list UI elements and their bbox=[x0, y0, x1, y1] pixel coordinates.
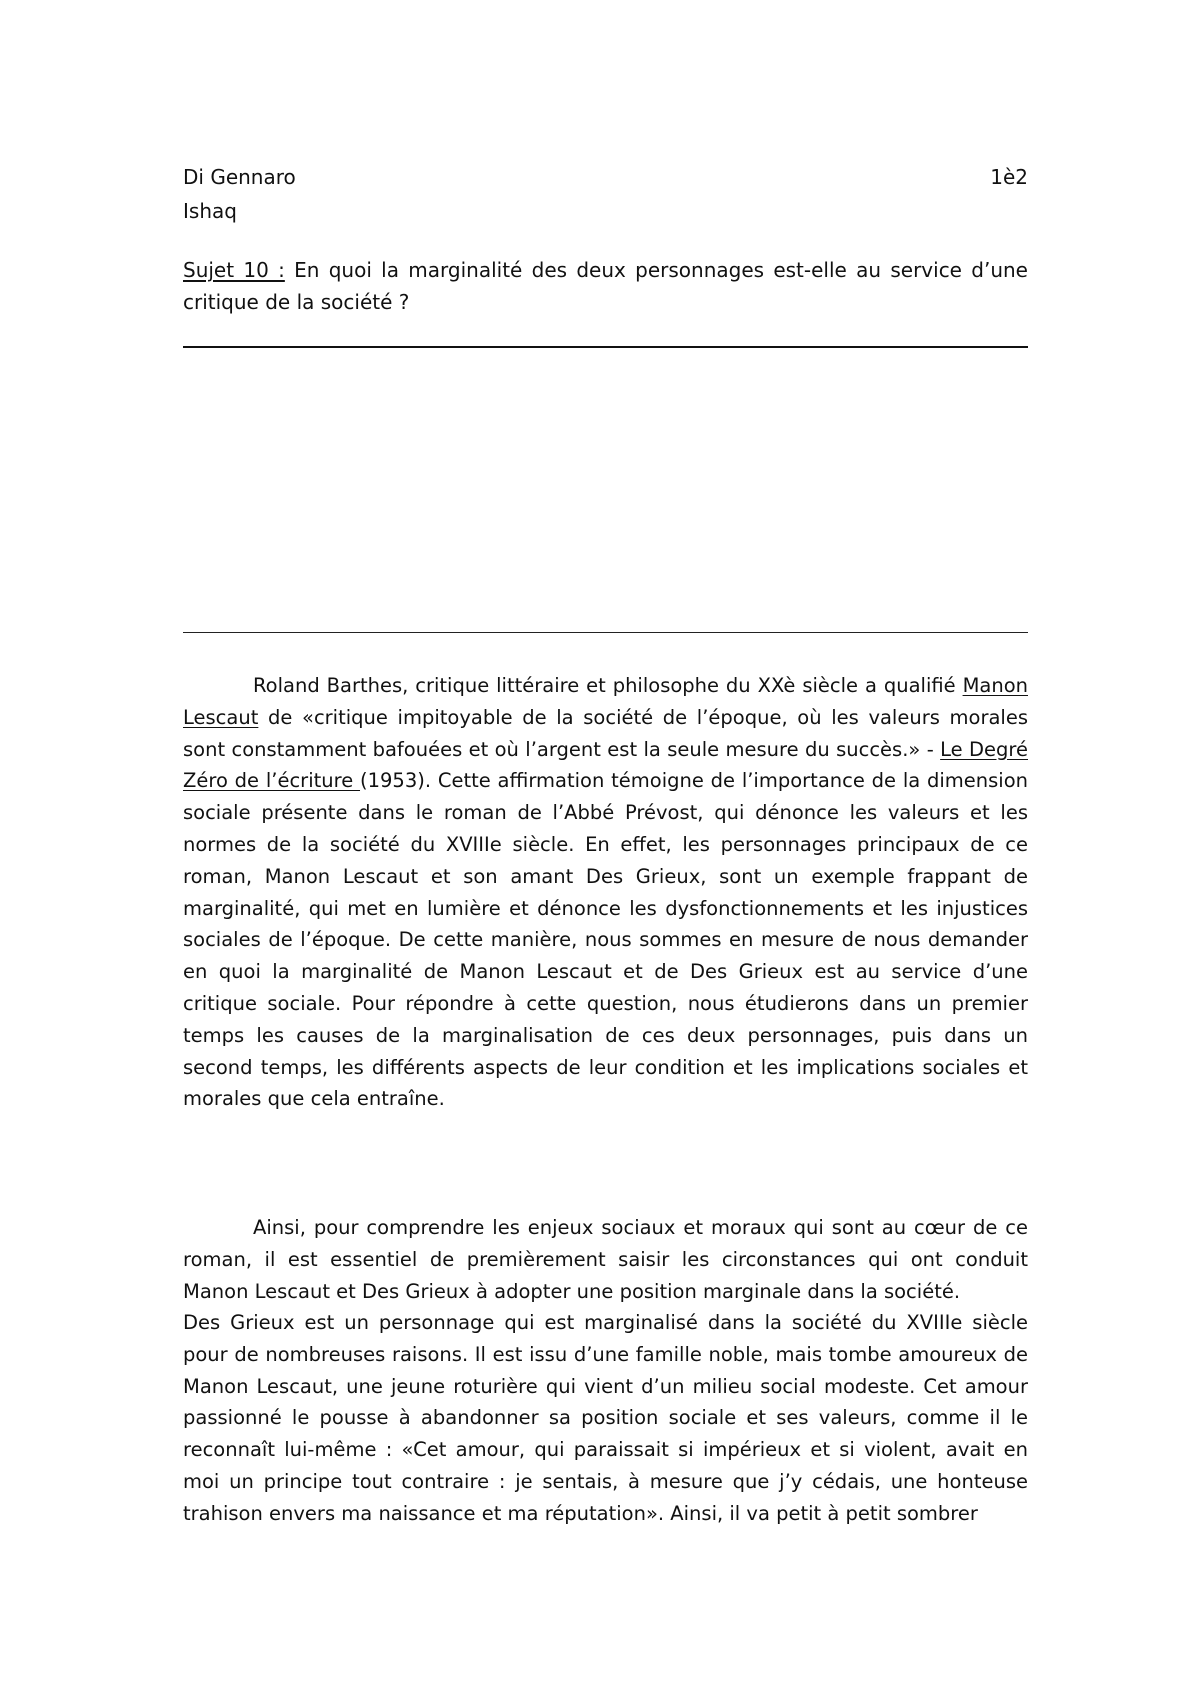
introduction-paragraph bbox=[183, 670, 1028, 1115]
header-row bbox=[183, 160, 1028, 194]
class-label: 1è2 bbox=[990, 165, 1028, 189]
subject-question: En quoi la marginalité des deux personnages est-elle au service d’une critique de la société ? bbox=[183, 258, 1028, 314]
subject-label: Sujet 10 : bbox=[183, 258, 285, 282]
author-name-2: Ishaq bbox=[183, 199, 237, 223]
transition-paragraph: Ainsi, pour comprendre les enjeux sociaux et moraux qui sont au cœur de ce roman, il est essentiel de premièrement saisir les circonstances qui ont conduit Manon Lescaut et Des Grieux à adopter une position marginale dans la société. bbox=[183, 1216, 1028, 1303]
document-page bbox=[183, 0, 1028, 1698]
divider-thin bbox=[183, 632, 1028, 633]
intro-text-part-2: de «critique impitoyable de la société de l’époque, où les valeurs morales sont constamment bafouées et où l’argent est la seule mesure du succès.» - bbox=[183, 705, 1028, 761]
author-name-1: Di Gennaro bbox=[183, 165, 296, 189]
development-paragraph: Des Grieux est un personnage qui est marginalisé dans la société du XVIIIe siècle pour de nombreuses raisons. Il est issu d’une famille noble, mais tombe amoureux de Manon Lescaut, une jeune roturière qui vient d’un milieu social modeste. Cet amour passionné le pousse à abandonner sa position sociale et ses valeurs, comme il le reconnaît lui-même : «Cet amour, qui paraissait si impérieux et si violent, avait en moi un principe tout contraire : je sentais, à mesure que j’y cédais, une honteuse trahison envers ma naissance et ma réputation». Ainsi, il va petit à petit sombrer bbox=[183, 1311, 1028, 1525]
book-title-manon-lescaut: Manon Lescaut bbox=[183, 674, 1028, 729]
intro-text-part-3: (1953). Cette affirmation témoigne de l’importance de la dimension sociale présente dans le roman de l’Abbé Prévost, qui dénonce les valeurs et les normes de la société du XVIIIe siècle. En effet, les personnages principaux de ce roman, Manon Lescaut et son amant Des Grieux, sont un exemple frappant de marginalité, qui met en lumière et dénonce les dysfonctionnements et les injustices sociales de l’époque. De cette manière, nous sommes en mesure de nous demander en quoi la marginalité de Manon Lescaut et de Des Grieux est au service d’une critique sociale. Pour répondre à cette question, nous étudierons dans un premier temps les causes de la marginalisation de ces deux personnages, puis dans un second temps, les différents aspects de leur condition et les implications sociales et morales que cela entraîne. bbox=[183, 769, 1028, 1111]
divider-thick bbox=[183, 346, 1028, 348]
subject-heading bbox=[183, 254, 1028, 318]
intro-text-part-1: Roland Barthes, critique littéraire et philosophe du XXè siècle a qualifié bbox=[253, 674, 963, 697]
book-title-degre-zero: Le Degré Zéro de l’écriture bbox=[183, 737, 1028, 793]
